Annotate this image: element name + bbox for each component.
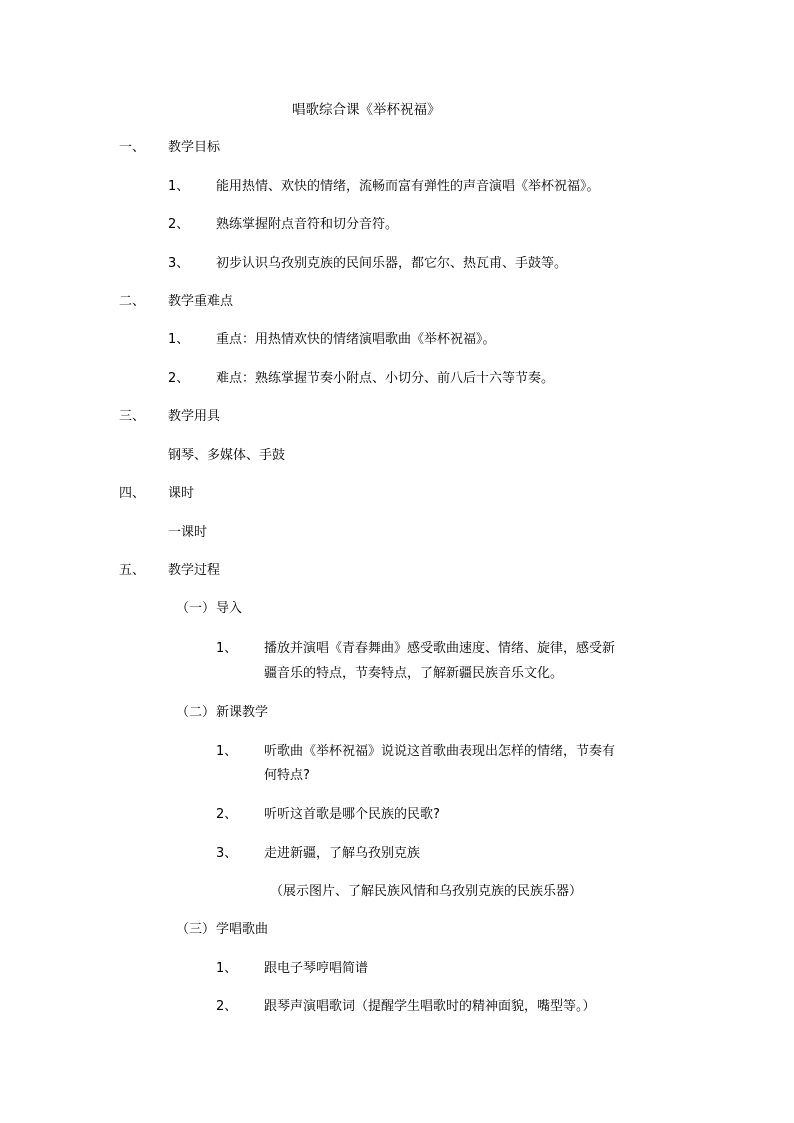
item-number: 2、 (216, 999, 238, 1014)
item-text: 难点：熟练掌握节奏小附点、小切分、前八后十六等节奏。 (216, 371, 555, 386)
page-title: 唱歌综合课《举杯祝福》 (292, 102, 441, 118)
item-number: 2、 (168, 371, 190, 386)
item-number: 1、 (168, 332, 190, 347)
item-number: 1、 (216, 744, 238, 759)
section-heading: 教学过程 (168, 563, 221, 578)
item-number: 3、 (216, 846, 238, 861)
item-text: 重点：用热情欢快的情绪演唱歌曲《举杯祝福》。 (216, 332, 496, 347)
section-number: 一、 (119, 140, 146, 155)
item-number: 1、 (216, 961, 238, 976)
subsection-number: （二） (176, 705, 216, 720)
item-text: 跟电子琴哼唱简谱 (264, 961, 369, 976)
section-number: 五、 (119, 563, 146, 578)
item-number: 2、 (216, 807, 238, 822)
item-number: 2、 (168, 217, 190, 232)
item-text: 熟练掌握附点音符和切分音符。 (216, 217, 399, 232)
section-heading: 教学用具 (168, 409, 221, 424)
item-text: 走进新疆，了解乌孜别克族 (264, 846, 421, 861)
subsection-number: （三） (176, 922, 216, 937)
subsection-heading: 导入 (216, 601, 243, 616)
subsection-heading: 新课教学 (216, 705, 269, 720)
note-text: （展示图片、了解民族风情和乌孜别克族的民族乐器） (270, 884, 583, 899)
item-text-line: 疆音乐的特点，节奏特点，了解新疆民族音乐文化。 (264, 666, 564, 681)
item-text: 能用热情、欢快的情绪，流畅而富有弹性的声音演唱《举杯祝福》。 (216, 179, 600, 194)
subsection-number: （一） (176, 601, 216, 616)
item-text: 初步认识乌孜别克族的民间乐器，都它尔、热瓦甫、手鼓等。 (216, 256, 568, 271)
item-text-line: 何特点? (264, 768, 310, 783)
subsection-heading: 学唱歌曲 (216, 922, 269, 937)
section-heading: 教学重难点 (168, 294, 234, 309)
section-body: 一课时 (168, 525, 208, 540)
item-text: 听听这首歌是哪个民族的民歌? (264, 807, 440, 822)
section-number: 四、 (119, 486, 146, 501)
section-heading: 课时 (168, 486, 195, 501)
item-number: 1、 (216, 641, 238, 656)
item-number: 1、 (168, 179, 190, 194)
section-number: 二、 (119, 294, 146, 309)
item-number: 3、 (168, 256, 190, 271)
section-body: 钢琴、多媒体、手鼓 (168, 448, 286, 463)
section-heading: 教学目标 (168, 140, 221, 155)
item-text-line: 播放并演唱《青春舞曲》感受歌曲速度、情绪、旋律，感受新 (264, 641, 616, 656)
item-text-line: 听歌曲《举杯祝福》说说这首歌曲表现出怎样的情绪，节奏有 (264, 744, 616, 759)
section-number: 三、 (119, 409, 146, 424)
item-text: 跟琴声演唱歌词（提醒学生唱歌时的精神面貌，嘴型等。） (264, 999, 596, 1014)
